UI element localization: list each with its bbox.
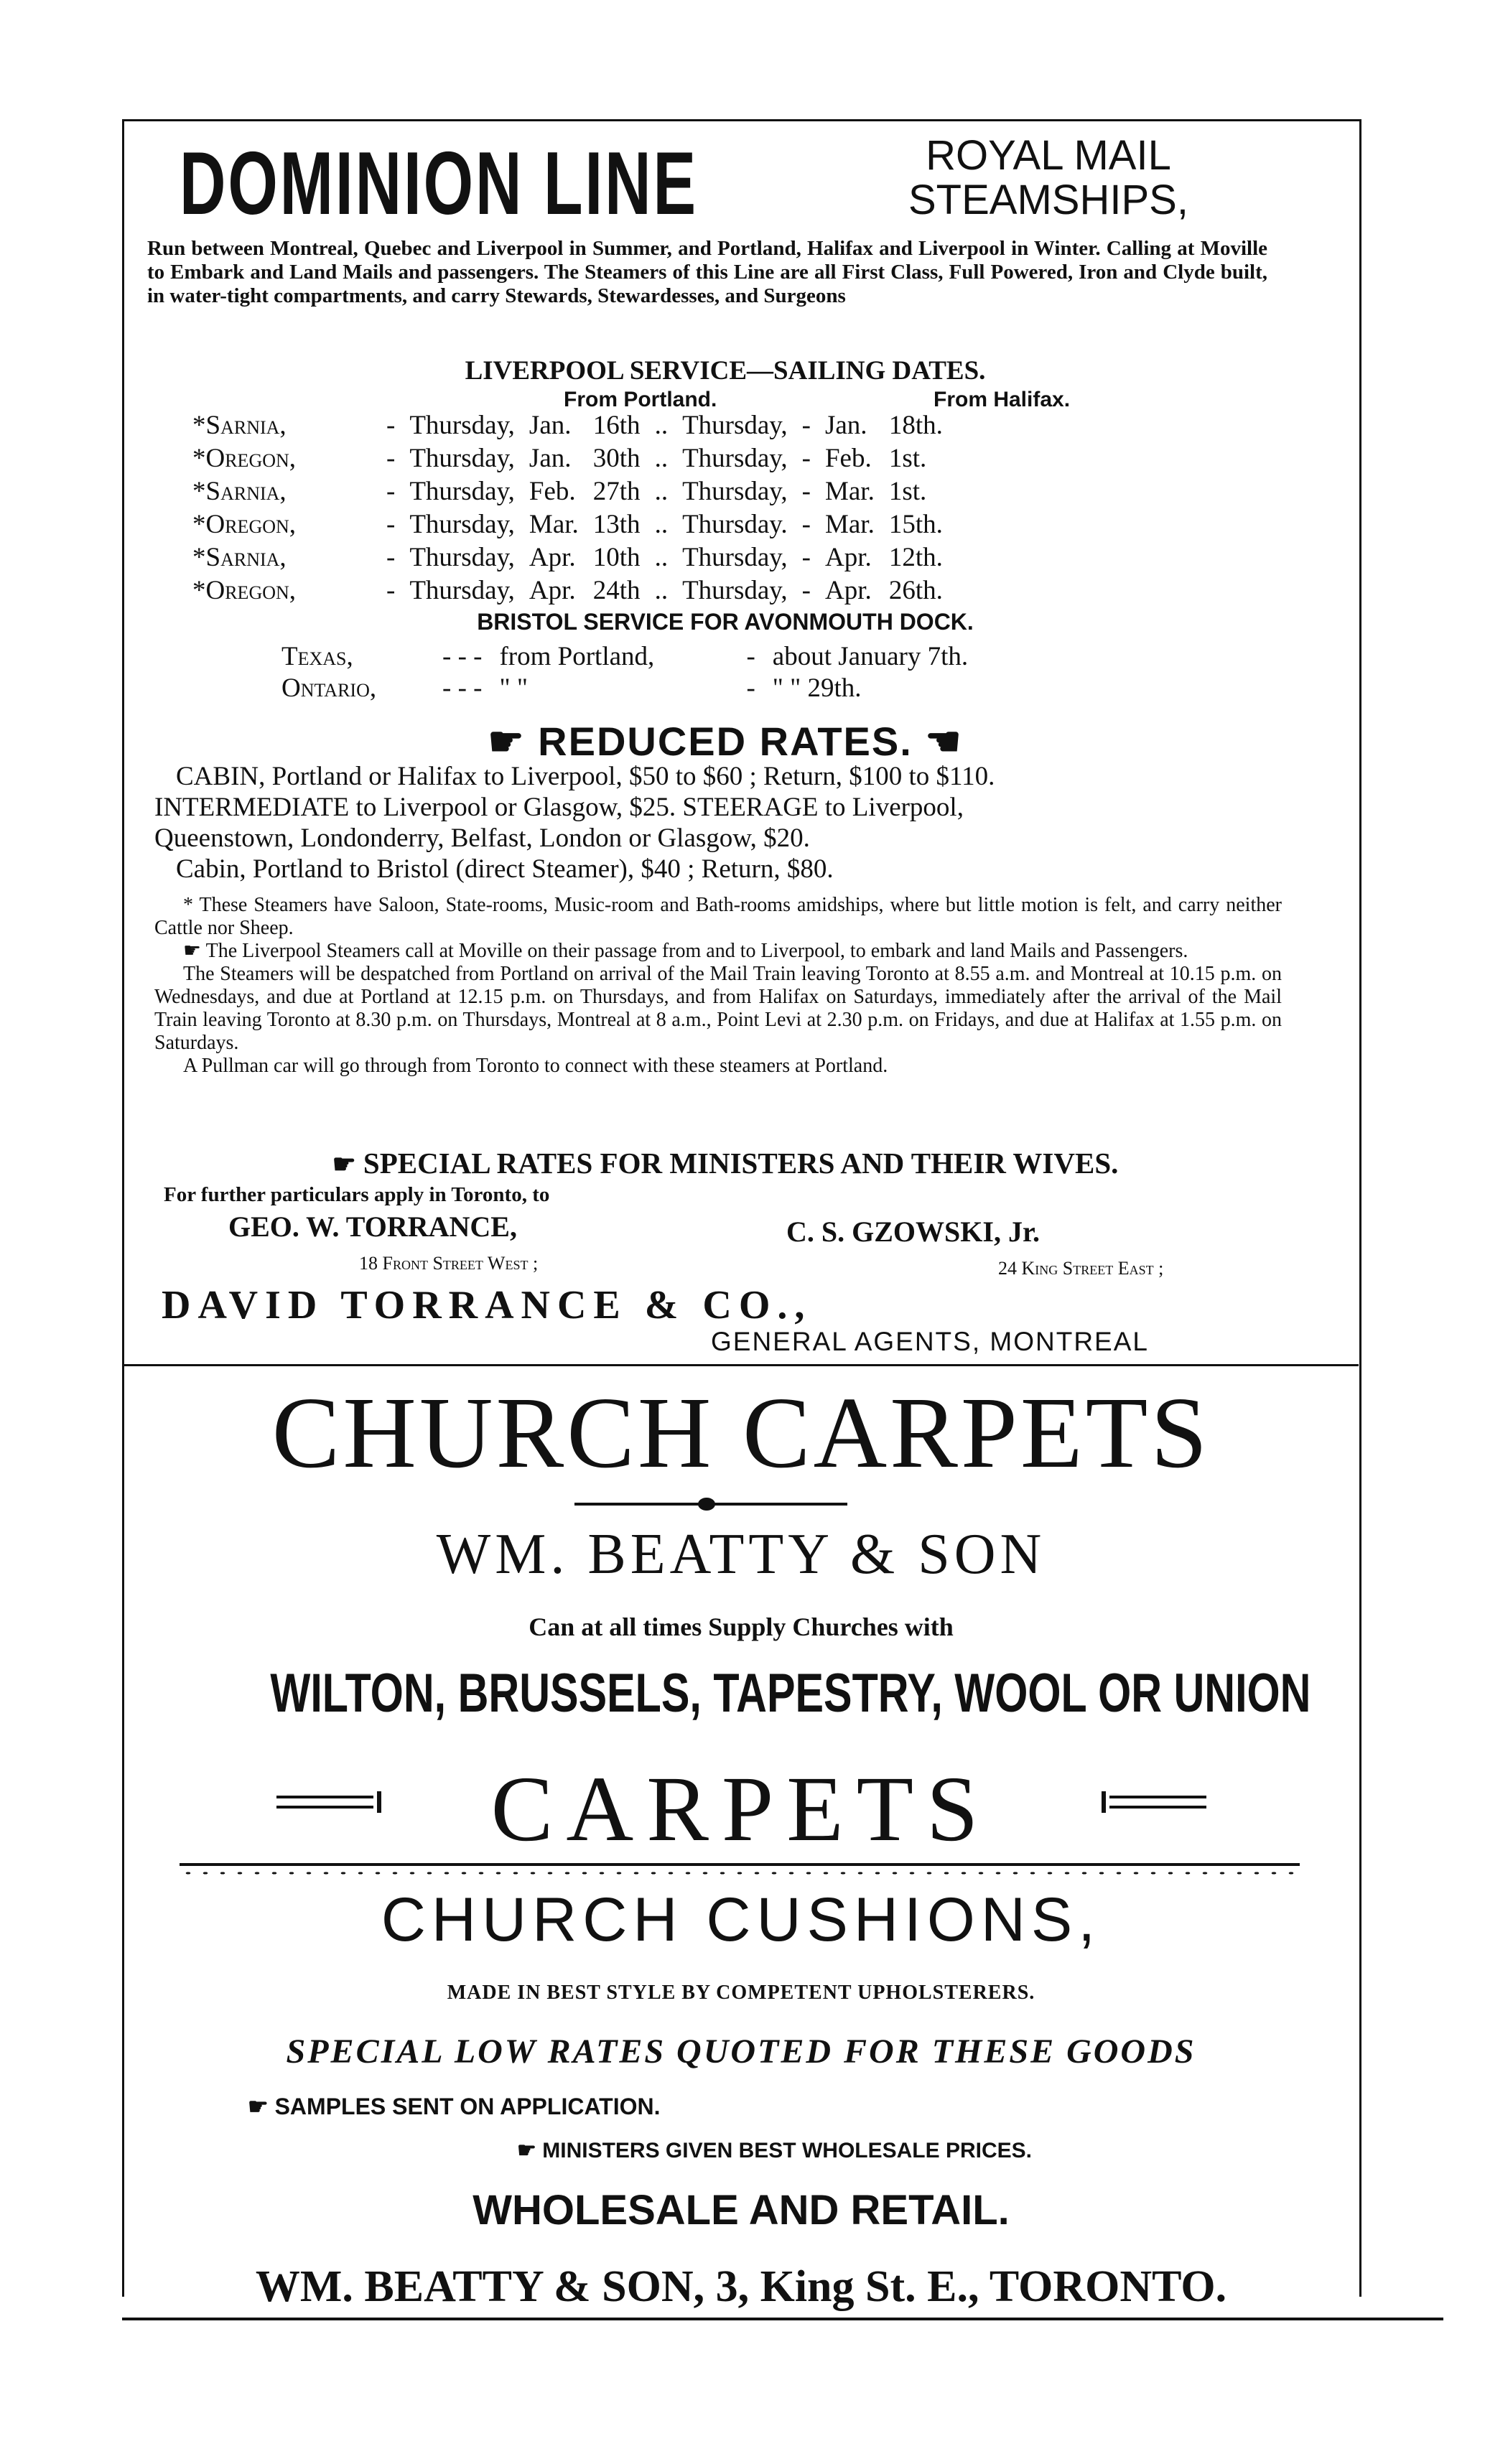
dominion-intro: Run between Montreal, Quebec and Liverpool in Summer, and Portland, Halifax and Liverpool in Winter. Calling at Moville to Embark and Land Mails and passengers. The Steamers of this Line are all First Class, Full Powered, Iron and Clyde built, in water-tight compartments, and carry Stewards, Stewardesses, and Surgeons: [147, 237, 1267, 307]
sailing-cell-h-month: Apr.: [824, 543, 872, 572]
sailing-cell-h-date: 1st.: [888, 477, 927, 506]
bristol-service-title: BRISTOL SERVICE FOR AVONMOUTH DOCK.: [477, 609, 974, 635]
sailing-row: [185, 409, 950, 442]
further-particulars: For further particulars apply in Toronto, to: [164, 1183, 550, 1206]
sailing-cell-p-day: Thursday,: [409, 510, 515, 539]
sailing-cell-dash: -: [386, 444, 396, 473]
sailing-cell-h-date: 26th.: [888, 576, 943, 605]
sailing-row: [185, 574, 950, 607]
can-supply-line: Can at all times Supply Churches with: [529, 1613, 954, 1641]
sailing-cell-p-date: 30th: [592, 444, 641, 473]
sailing-cell-dots: ..: [654, 510, 669, 539]
bristol-cell-ship: Texas,: [281, 642, 353, 671]
sailing-cell-p-day: Thursday,: [409, 543, 515, 572]
sailing-cell-dash: -: [386, 477, 396, 506]
note-amidships: * These Steamers have Saloon, State-rooms, Music-room and Bath-rooms amidships, where but little motion is felt, and carry neither Cattle nor Sheep.: [154, 894, 1282, 939]
beatty-address: WM. BEATTY & SON, 3, King St. E., TORONTO.: [255, 2262, 1227, 2311]
subtitle-steamships: STEAMSHIPS,: [908, 177, 1188, 223]
sailing-cell-dash: -: [386, 543, 396, 572]
bristol-cell-ship: Ontario,: [281, 673, 377, 703]
pointing-hand-left-icon: ☚: [925, 719, 963, 764]
sailing-cell-dash2: -: [801, 411, 811, 440]
sailing-cell-h-month: Feb.: [824, 444, 872, 473]
sailing-cell-dash2: -: [801, 576, 811, 605]
sailing-cell-p-date: 24th: [592, 576, 641, 605]
subtitle-royal-mail: ROYAL MAIL: [926, 132, 1171, 179]
bristol-cell-when: " " 29th.: [772, 673, 862, 703]
agent-gzowski: C. S. GZOWSKI, Jr.: [786, 1215, 1041, 1248]
sailing-cell-h-day: Thursday,: [682, 543, 788, 572]
sailing-cell-ship: *Sarnia,: [192, 477, 287, 506]
sailing-cell-p-month: Mar.: [529, 510, 579, 539]
sailing-cell-dots: ..: [654, 576, 669, 605]
sailing-cell-p-date: 27th: [592, 477, 641, 506]
reduced-rates-label: REDUCED RATES.: [538, 719, 913, 764]
sailing-row: [185, 508, 950, 541]
sailing-row: [185, 541, 950, 574]
ornament-dot: [698, 1498, 715, 1511]
sailing-cell-dots: ..: [654, 543, 669, 572]
sailing-cell-h-month: Jan.: [824, 411, 867, 440]
bristol-cell-sep: - - -: [442, 642, 483, 671]
sailing-cell-p-day: Thursday,: [409, 576, 515, 605]
sailing-cell-dash2: -: [801, 510, 811, 539]
sailing-cell-ship: *Oregon,: [192, 510, 297, 539]
bristol-cell-from: from Portland,: [499, 642, 655, 671]
section-divider: [124, 1364, 1359, 1366]
made-best-style: MADE IN BEST STYLE BY COMPETENT UPHOLSTERERS.: [447, 1982, 1035, 2004]
sailing-cell-dots: ..: [654, 477, 669, 506]
special-low-rates: SPECIAL LOW RATES QUOTED FOR THESE GOODS: [286, 2033, 1196, 2071]
sailing-cell-h-month: Apr.: [824, 576, 872, 605]
sailing-cell-p-day: Thursday,: [409, 444, 515, 473]
beatty-firm-name: WM. BEATTY & SON: [436, 1523, 1046, 1586]
sailing-cell-p-date: 10th: [592, 543, 641, 572]
sailing-cell-dash: -: [386, 510, 396, 539]
special-rates-ministers: ☛ SPECIAL RATES FOR MINISTERS AND THEIR WIVES.: [332, 1147, 1119, 1180]
pointing-hand-icon: ☛: [517, 2139, 536, 2162]
sailing-cell-h-date: 18th.: [888, 411, 943, 440]
bristol-row: [273, 641, 977, 673]
sailing-cell-ship: *Sarnia,: [192, 411, 287, 440]
bristol-cell-sep2: -: [746, 642, 755, 671]
liverpool-service-title: LIVERPOOL SERVICE—SAILING DATES.: [465, 356, 986, 386]
bottom-rule: [122, 2318, 1443, 2320]
note-pullman: A Pullman car will go through from Toronto to connect with these steamers at Portland.: [183, 1055, 888, 1077]
reduced-rates-heading: [144, 718, 1307, 765]
general-agents-montreal: GENERAL AGENTS, MONTREAL: [711, 1327, 1149, 1356]
sailing-cell-ship: *Oregon,: [192, 444, 297, 473]
church-carpets-headline: CHURCH CARPETS: [271, 1376, 1211, 1489]
sailing-cell-dash2: -: [801, 444, 811, 473]
address-front-street: 18 Front Street West ;: [359, 1253, 539, 1274]
sailing-cell-ship: *Sarnia,: [192, 543, 287, 572]
sailing-cell-p-month: Apr.: [529, 576, 576, 605]
sailing-cell-dash: -: [386, 411, 396, 440]
sailing-cell-h-date: 1st.: [888, 444, 927, 473]
note-despatch: The Steamers will be despatched from Portland on arrival of the Mail Train leaving Toronto at 8.55 a.m. and Montreal at 10.15 p.m. on Wednesdays, and due at Portland at 12.15 p.m. on Thursdays, and from Halifax on Saturdays, immediately after the arrival of the Mail Train leaving Toronto at 8.30 p.m. on Thursdays, Montreal at 8 a.m., Point Levi at 2.30 p.m. on Fridays, and due at Halifax at 1.55 p.m. on Saturdays.: [154, 963, 1282, 1054]
rate-line: CABIN, Portland or Halifax to Liverpool, $50 to $60 ; Return, $100 to $110.: [176, 762, 995, 791]
dotted-rule: [180, 1863, 1300, 1875]
sailing-cell-dash2: -: [801, 543, 811, 572]
bristol-cell-sep: - - -: [442, 673, 483, 703]
note-moville: ☛ The Liverpool Steamers call at Moville on their passage from and to Liverpool, to embark and land Mails and Passengers.: [183, 940, 1188, 962]
sailing-cell-h-date: 12th.: [888, 543, 943, 572]
sailing-cell-p-month: Jan.: [529, 444, 572, 473]
sailing-cell-p-month: Feb.: [529, 477, 576, 506]
sailing-cell-p-day: Thursday,: [409, 477, 515, 506]
rate-line: Queenstown, Londonderry, Belfast, London or Glasgow, $20.: [154, 823, 810, 853]
sailing-cell-p-date: 16th: [592, 411, 641, 440]
sailing-cell-p-date: 13th: [592, 510, 641, 539]
sailing-cell-dash2: -: [801, 477, 811, 506]
rate-line: Cabin, Portland to Bristol (direct Steamer), $40 ; Return, $80.: [176, 854, 834, 884]
rates-list: [154, 761, 1282, 885]
carpets-word: CARPETS: [490, 1758, 992, 1861]
sailing-cell-h-date: 15th.: [888, 510, 943, 539]
bristol-cell-from: " ": [499, 673, 528, 703]
ministers-prices: ☛ MINISTERS GIVEN BEST WHOLESALE PRICES.: [517, 2139, 1032, 2162]
sailing-cell-h-day: Thursday,: [682, 411, 788, 440]
sailing-cell-p-day: Thursday,: [409, 411, 515, 440]
church-cushions-headline: CHURCH CUSHIONS,: [381, 1885, 1102, 1954]
david-torrance-company: DAVID TORRANCE & CO.,: [162, 1283, 812, 1327]
from-portland-header: From Portland.: [564, 388, 717, 411]
sailing-cell-ship: *Oregon,: [192, 576, 297, 605]
sailing-cell-h-day: Thursday,: [682, 477, 788, 506]
sailing-cell-h-day: Thursday.: [682, 510, 788, 539]
dominion-line-subtitle: [862, 134, 1235, 223]
sailing-cell-h-month: Mar.: [824, 477, 875, 506]
pointing-hand-icon: ☛: [183, 940, 202, 962]
wholesale-retail: WHOLESALE AND RETAIL.: [472, 2187, 1010, 2234]
sailing-row: [185, 475, 950, 508]
sailing-cell-h-day: Thursday,: [682, 444, 788, 473]
dominion-line-title: DOMINION LINE: [180, 134, 698, 233]
sailing-cell-dots: ..: [654, 444, 669, 473]
sailing-dates-table: [185, 409, 950, 607]
bristol-cell-when: about January 7th.: [772, 642, 969, 671]
bristol-row: [273, 673, 977, 704]
agent-torrance: GEO. W. TORRANCE,: [228, 1210, 517, 1243]
samples-sent: ☛ SAMPLES SENT ON APPLICATION.: [248, 2094, 661, 2119]
sailing-cell-dash: -: [386, 576, 396, 605]
bristol-service-table: [273, 641, 977, 704]
pointing-hand-icon: ☛: [332, 1149, 356, 1179]
sailing-cell-p-month: Apr.: [529, 543, 576, 572]
pointing-hand-icon: ☛: [248, 2094, 269, 2119]
notes-block: [154, 894, 1282, 1078]
rate-line: INTERMEDIATE to Liverpool or Glasgow, $25. STEERAGE to Liverpool,: [154, 793, 964, 822]
sailing-cell-p-month: Jan.: [529, 411, 572, 440]
pointing-hand-right-icon: ☛: [488, 719, 526, 764]
carpet-kinds: WILTON, BRUSSELS, TAPESTRY, WOOL OR UNION: [270, 1663, 1311, 1724]
address-king-street: 24 King Street East ;: [998, 1258, 1164, 1279]
sailing-cell-h-day: Thursday,: [682, 576, 788, 605]
bristol-cell-sep2: -: [746, 673, 755, 703]
sailing-cell-h-month: Mar.: [824, 510, 875, 539]
sailing-cell-dots: ..: [654, 411, 669, 440]
right-ornament-icon: [1095, 1791, 1206, 1813]
sailing-row: [185, 442, 950, 475]
from-halifax-header: From Halifax.: [934, 388, 1071, 411]
